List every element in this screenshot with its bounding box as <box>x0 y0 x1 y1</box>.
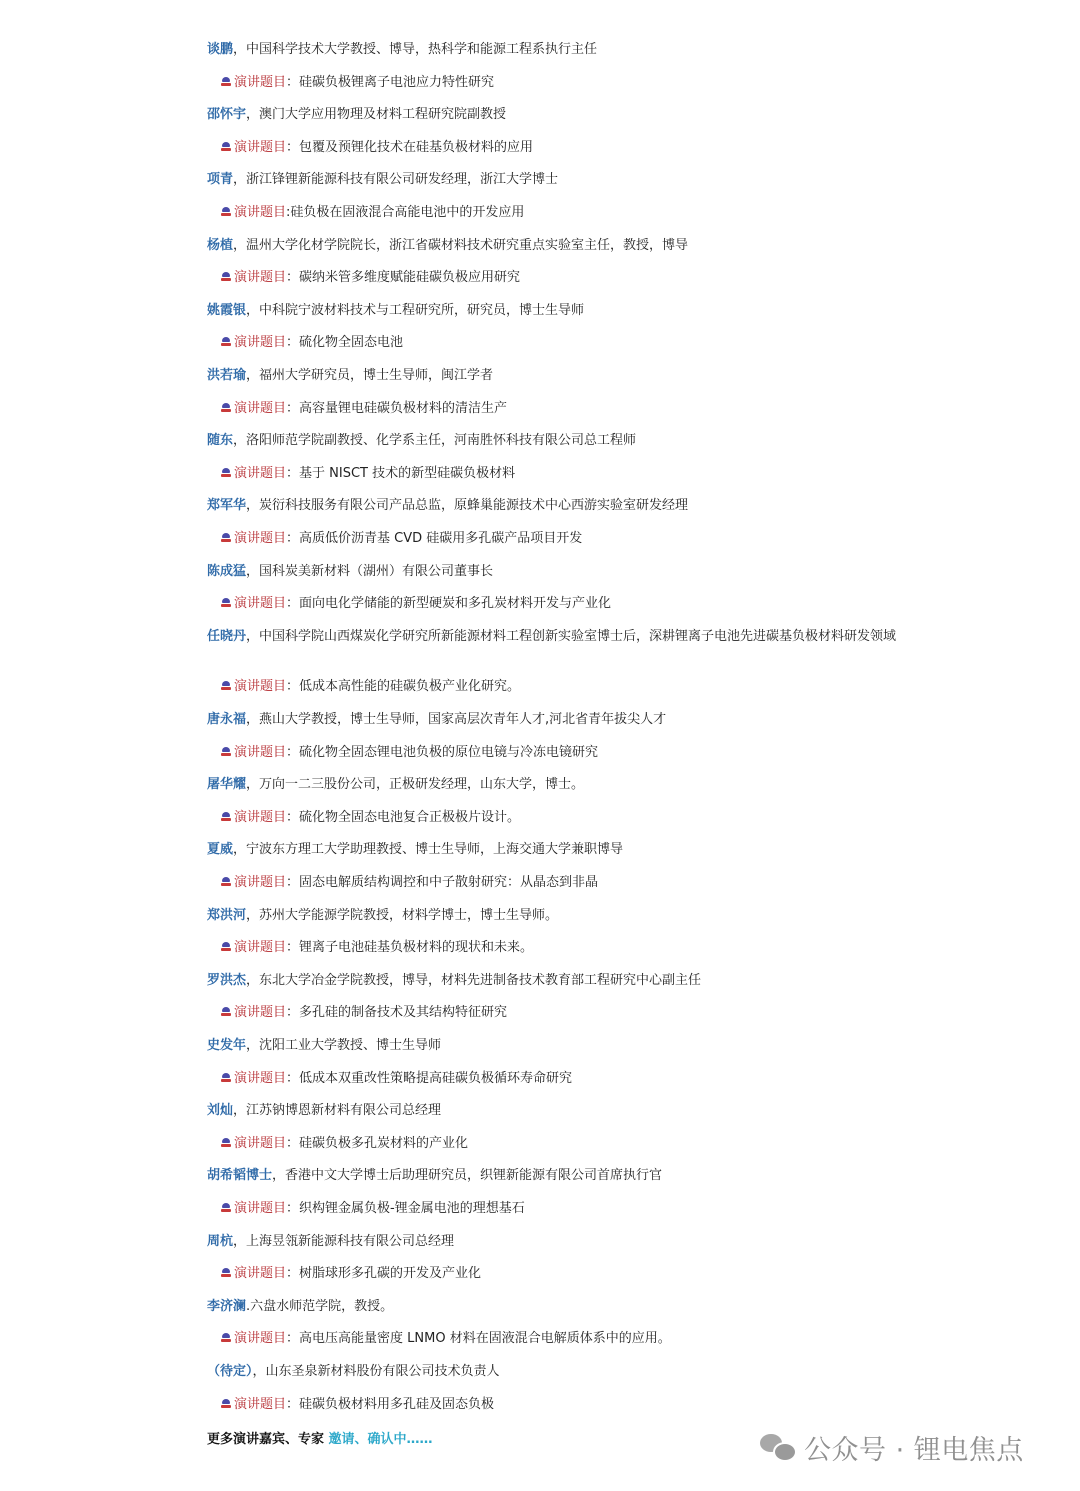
bullet-icon <box>221 468 231 478</box>
talk-title: 锂离子电池硅基负极材料的现状和未来。 <box>299 940 534 956</box>
talk-title-separator: ： <box>286 1396 300 1412</box>
talk-title-label: 演讲题目 <box>234 1070 287 1086</box>
talk-title-label: 演讲题目 <box>234 270 287 286</box>
speaker-name: 李济澜 <box>207 1298 247 1314</box>
speaker-affiliation: .六盘水师范学院，教授。 <box>246 1298 394 1314</box>
speaker-name: 项青 <box>207 172 234 188</box>
speaker-affiliation: ，万向一二三股份公司，正极研发经理，山东大学，博士。 <box>246 777 585 793</box>
speaker-line <box>207 1037 907 1055</box>
talk-title-label: 演讲题目 <box>234 679 287 695</box>
speaker-name: 刘灿 <box>207 1103 234 1119</box>
talk-title-label: 演讲题目 <box>234 809 287 825</box>
talk-title: 硫化物全固态电池 <box>299 335 404 351</box>
speaker-line <box>207 367 907 385</box>
speaker-affiliation: ，中科院宁波材料技术与工程研究所，研究员，博士生导师 <box>246 302 585 318</box>
talk-title-separator: ： <box>286 744 300 760</box>
talk-title-label: 演讲题目 <box>234 940 287 956</box>
talk-title-separator: ： <box>286 465 300 481</box>
talk-title-separator: ： <box>286 270 300 286</box>
talk-title-label: 演讲题目 <box>234 744 287 760</box>
speaker-line <box>207 711 907 729</box>
talk-title-line <box>221 744 901 762</box>
talk-title-line <box>221 595 901 613</box>
speaker-name: 周杭 <box>207 1233 234 1249</box>
talk-title-line <box>221 1330 901 1348</box>
talk-title-line <box>221 678 901 696</box>
speaker-affiliation: ，沈阳工业大学教授、博士生导师 <box>246 1038 442 1053</box>
speaker-line <box>207 1363 907 1381</box>
talk-title: 硫化物全固态电池复合正极极片设计。 <box>299 809 521 825</box>
talk-title: 高电压高能量密度 LNMO 材料在固液混合电解质体系中的应用。 <box>299 1331 671 1347</box>
bullet-icon <box>221 533 231 543</box>
talk-title: 硅碳负极多孔炭材料的产业化 <box>299 1135 469 1151</box>
talk-title: 织构锂金属负极-锂金属电池的理想基石 <box>299 1201 525 1216</box>
talk-title: 包覆及预锂化技术在硅基负极材料的应用 <box>299 139 534 155</box>
talk-title-line <box>221 874 901 892</box>
talk-title-line <box>221 1396 901 1414</box>
talk-title-line <box>221 334 901 352</box>
talk-title-separator: ： <box>286 679 300 695</box>
talk-title-label: 演讲题目 <box>234 74 287 90</box>
speaker-line <box>207 1167 907 1185</box>
speaker-affiliation: ，宁波东方理工大学助理教授、博士生导师，上海交通大学兼职博导 <box>233 842 624 858</box>
talk-title-label: 演讲题目 <box>234 139 287 155</box>
speaker-line <box>207 563 907 581</box>
talk-title-label: 演讲题目 <box>234 531 287 546</box>
speaker-affiliation: ，国科炭美新材料（湖州）有限公司董事长 <box>246 563 494 579</box>
speaker-line <box>207 972 907 990</box>
bullet-icon <box>221 337 231 347</box>
bullet-icon <box>221 812 231 822</box>
talk-title-label: 演讲题目 <box>234 875 287 890</box>
speaker-name: 洪若瑜 <box>207 368 247 383</box>
wechat-icon <box>760 1432 794 1462</box>
speaker-affiliation: ，苏州大学能源学院教授，材料学博士，博士生导师。 <box>246 907 559 923</box>
talk-title-line <box>221 269 901 287</box>
speaker-line <box>207 171 907 189</box>
speaker-line <box>207 432 907 450</box>
watermark-text: 公众号 · 锂电焦点 <box>804 1434 1024 1466</box>
speaker-line <box>207 841 907 859</box>
talk-title-separator: ： <box>286 335 300 351</box>
talk-title-line <box>221 1200 901 1218</box>
talk-title-label: 演讲题目 <box>234 1266 287 1282</box>
speaker-name: 郑军华 <box>207 498 247 514</box>
bullet-icon <box>221 1138 231 1148</box>
speaker-affiliation: ，炭衍科技服务有限公司产品总监，原蜂巢能源技术中心西游实验室研发经理 <box>246 498 689 514</box>
speaker-affiliation: ，上海昱瓴新能源科技有限公司总经理 <box>233 1233 455 1249</box>
talk-title: 低成本双重改性策略提高硅碳负极循环寿命研究 <box>299 1070 573 1086</box>
speaker-name: 屠华耀 <box>207 777 247 793</box>
talk-title-line <box>221 74 901 92</box>
bullet-icon <box>221 877 231 887</box>
talk-title-label: 演讲题目 <box>234 205 287 220</box>
talk-title: 基于 NISCT 技术的新型硅碳负极材料 <box>299 465 516 481</box>
talk-title-label: 演讲题目 <box>234 400 287 416</box>
speaker-line <box>207 628 907 646</box>
speaker-name: 杨植 <box>207 237 234 253</box>
talk-title: 硅碳负极锂离子电池应力特性研究 <box>299 74 495 90</box>
speaker-affiliation: ，燕山大学教授，博士生导师，国家高层次青年人才,河北省青年拔尖人才 <box>246 712 667 727</box>
more-speakers-accent: 邀请、确认中…… <box>328 1432 433 1447</box>
bullet-icon <box>221 1333 231 1343</box>
speaker-line <box>207 41 907 59</box>
talk-title-label: 演讲题目 <box>234 1201 287 1216</box>
speaker-affiliation: ，洛阳师范学院副教授、化学系主任，河南胜怀科技有限公司总工程师 <box>233 433 637 449</box>
talk-title-line <box>221 1070 901 1088</box>
talk-title-line <box>221 1265 901 1283</box>
talk-title-separator: ： <box>286 940 300 956</box>
speaker-affiliation: ，温州大学化材学院院长，浙江省碳材料技术研究重点实验室主任，教授，博导 <box>233 237 689 253</box>
talk-title-line <box>221 809 901 827</box>
talk-title-separator: : <box>286 205 291 220</box>
more-speakers-note <box>207 1431 433 1449</box>
talk-title-label: 演讲题目 <box>234 1005 287 1021</box>
bullet-icon <box>221 598 231 608</box>
talk-title: 高质低价沥青基 CVD 硅碳用多孔碳产品项目开发 <box>299 531 583 546</box>
talk-title-label: 演讲题目 <box>234 1135 287 1151</box>
bullet-icon <box>221 272 231 282</box>
talk-title-separator: ： <box>286 875 300 890</box>
bullet-icon <box>221 1399 231 1409</box>
talk-title-separator: ： <box>286 596 300 612</box>
speaker-line <box>207 1298 907 1316</box>
talk-title-line <box>221 1004 901 1022</box>
talk-title-separator: ： <box>286 809 300 825</box>
speaker-name: 胡希韬博士 <box>207 1168 273 1184</box>
bullet-icon <box>221 142 231 152</box>
talk-title: 高容量锂电硅碳负极材料的清洁生产 <box>299 400 508 416</box>
talk-title-line <box>221 465 901 483</box>
talk-title-separator: ： <box>286 139 300 155</box>
talk-title-line <box>221 1135 901 1153</box>
more-speakers-text: 更多演讲嘉宾、专家 <box>207 1432 329 1447</box>
bullet-icon <box>221 207 231 217</box>
talk-title-separator: ： <box>286 1135 300 1151</box>
speaker-name: 任晓丹 <box>207 628 247 644</box>
account-watermark <box>760 1430 1024 1464</box>
speaker-name: 邵怀宇 <box>207 107 247 123</box>
talk-title: 硅负极在固液混合高能电池中的开发应用 <box>290 205 525 220</box>
talk-title: 面向电化学储能的新型硬炭和多孔炭材料开发与产业化 <box>299 596 612 612</box>
talk-title-line <box>221 939 901 957</box>
speaker-line <box>207 1233 907 1251</box>
speaker-name: 郑洪河 <box>207 907 247 923</box>
speaker-affiliation: ，中国科学技术大学教授、博导，热科学和能源工程系执行主任 <box>233 42 598 57</box>
talk-title: 碳纳米管多维度赋能硅碳负极应用研究 <box>299 270 521 286</box>
speaker-line <box>207 776 907 794</box>
talk-title: 树脂球形多孔碳的开发及产业化 <box>299 1266 482 1282</box>
speaker-name: 唐永福 <box>207 712 247 727</box>
talk-title-line <box>221 139 901 157</box>
speaker-affiliation: ，浙江锋锂新能源科技有限公司研发经理，浙江大学博士 <box>233 172 559 188</box>
speaker-name: 史发年 <box>207 1038 247 1053</box>
bullet-icon <box>221 747 231 757</box>
bullet-icon <box>221 403 231 413</box>
speaker-name: 随东 <box>207 433 234 449</box>
talk-title-separator: ： <box>286 1266 300 1282</box>
talk-title-line <box>221 400 901 418</box>
bullet-icon <box>221 1073 231 1083</box>
speaker-line <box>207 237 907 255</box>
talk-title-label: 演讲题目 <box>234 465 287 481</box>
speaker-affiliation: ，中国科学院山西煤炭化学研究所新能源材料工程创新实验室博士后，深耕锂离子电池先进碳基负极材料研发领域 <box>246 628 897 644</box>
speaker-name: 罗洪杰 <box>207 972 247 988</box>
speaker-line <box>207 106 907 124</box>
talk-title-separator: ： <box>286 400 300 416</box>
speaker-affiliation: ，山东圣泉新材料股份有限公司技术负责人 <box>252 1364 500 1379</box>
bullet-icon <box>221 1203 231 1213</box>
talk-title-separator: ： <box>286 1005 300 1021</box>
bullet-icon <box>221 77 231 87</box>
talk-title-label: 演讲题目 <box>234 335 287 351</box>
talk-title: 多孔硅的制备技术及其结构特征研究 <box>299 1005 508 1021</box>
speaker-line <box>207 302 907 320</box>
talk-title-separator: ： <box>286 74 300 90</box>
bullet-icon <box>221 942 231 952</box>
speaker-affiliation: ，福州大学研究员，博士生导师，闽江学者 <box>246 368 494 383</box>
talk-title: 硅碳负极材料用多孔硅及固态负极 <box>299 1396 495 1412</box>
speaker-line <box>207 907 907 925</box>
bullet-icon <box>221 1268 231 1278</box>
speaker-line <box>207 1102 907 1120</box>
talk-title-separator: ： <box>286 1070 300 1086</box>
talk-title-separator: ： <box>286 1331 300 1347</box>
talk-title-label: 演讲题目 <box>234 596 287 612</box>
bullet-icon <box>221 681 231 691</box>
speaker-affiliation: ，东北大学冶金学院教授，博导，材料先进制备技术教育部工程研究中心副主任 <box>246 972 702 988</box>
speaker-affiliation: ，香港中文大学博士后助理研究员，织锂新能源有限公司首席执行官 <box>272 1168 663 1184</box>
talk-title-label: 演讲题目 <box>234 1396 287 1412</box>
speaker-name: 陈成猛 <box>207 563 247 579</box>
speaker-name: 夏威 <box>207 842 234 858</box>
talk-title-separator: ： <box>286 531 300 546</box>
talk-title: 固态电解质结构调控和中子散射研究：从晶态到非晶 <box>299 875 599 890</box>
speaker-name: 姚霞银 <box>207 302 247 318</box>
speaker-affiliation: ，澳门大学应用物理及材料工程研究院副教授 <box>246 107 507 123</box>
talk-title: 低成本高性能的硅碳负极产业化研究。 <box>299 679 521 695</box>
bullet-icon <box>221 1007 231 1017</box>
speaker-affiliation: ，江苏钠博恩新材料有限公司总经理 <box>233 1103 442 1119</box>
talk-title-label: 演讲题目 <box>234 1331 287 1347</box>
talk-title-separator: ： <box>286 1201 300 1216</box>
talk-title: 硫化物全固态锂电池负极的原位电镜与冷冻电镜研究 <box>299 744 599 760</box>
speaker-name: （待定） <box>207 1364 253 1379</box>
talk-title-line <box>221 204 901 222</box>
talk-title-line <box>221 530 901 548</box>
speaker-line <box>207 497 907 515</box>
speaker-name: 谈鹏 <box>207 42 234 57</box>
